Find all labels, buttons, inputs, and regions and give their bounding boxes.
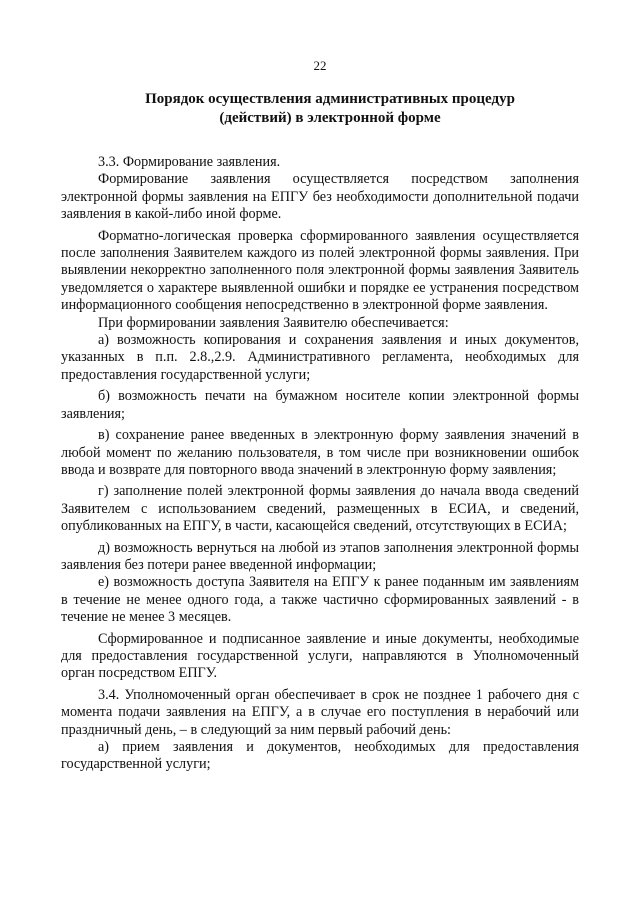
paragraph: Сформированное и подписанное заявление и иные документы, необходимые для предоставления государственной услуги, направляются в Уполномоченный орган посредством ЕПГУ.	[61, 630, 579, 682]
section-title-line-1: Порядок осуществления административных процедур	[145, 91, 515, 107]
paragraph: Форматно-логическая проверка сформированного заявления осуществляется после заполнения Заявителем каждого из полей электронной формы заявления. При выявлении некорректно заполненного поля электронной формы заявления Заявитель уведомляется о характере выявленной ошибки и порядке ее устранения посредством информационного сообщения непосредственно в электронной форме заявления.	[61, 227, 579, 314]
list-item-v: в) сохранение ранее введенных в электронную форму заявления значений в любой момент по желанию пользователя, в том числе при возникновении ошибок ввода и возврате для повторного ввода значений в электронную форму заявления;	[61, 427, 579, 478]
list-item-b: б) возможность печати на бумажном носителе копии электронной формы заявления;	[61, 388, 579, 422]
list-item-g: г) заполнение полей электронной формы заявления до начала ввода сведений Заявителем с использованием сведений, размещенных в ЕСИА, и сведений, опубликованных на ЕПГУ, в части, касающейся сведений, отсутствующих в ЕСИА;	[61, 483, 579, 535]
list-item-a: а) возможность копирования и сохранения заявления и иных документов, указанных в п.п. 2.8.,2.9. Административного регламента, необходимых для предоставления государственной услуги;	[61, 332, 579, 383]
list-item-a-3-4: а) прием заявления и документов, необходимых для предоставления государственной услуги;	[61, 739, 579, 773]
paragraph: При формировании заявления Заявителю обеспечивается:	[98, 314, 449, 331]
paragraph: Формирование заявления осуществляется посредством заполнения электронной формы заявления на ЕПГУ без необходимости дополнительной подачи заявления в какой-либо иной форме.	[61, 171, 579, 223]
section-title	[60, 90, 600, 128]
page-number: 22	[313, 58, 327, 73]
document-body	[61, 154, 579, 774]
paragraph-3-3-heading: 3.3. Формирование заявления.	[98, 154, 281, 170]
paragraph-3-4: 3.4. Уполномоченный орган обеспечивает в срок не позднее 1 рабочего дня с момента подачи заявления на ЕПГУ, а в случае его поступления в нерабочий или праздничный день, – в следующий за ним первый рабочий день:	[61, 686, 579, 738]
section-title-line-2: (действий) в электронной форме	[219, 110, 441, 126]
list-item-d: д) возможность вернуться на любой из этапов заполнения электронной формы заявления без потери ранее введенной информации;	[61, 539, 579, 573]
list-item-e: е) возможность доступа Заявителя на ЕПГУ к ранее поданным им заявлениям в течение не менее одного года, а также частично сформированных заявлений - в течение не менее 3 месяцев.	[61, 574, 579, 626]
